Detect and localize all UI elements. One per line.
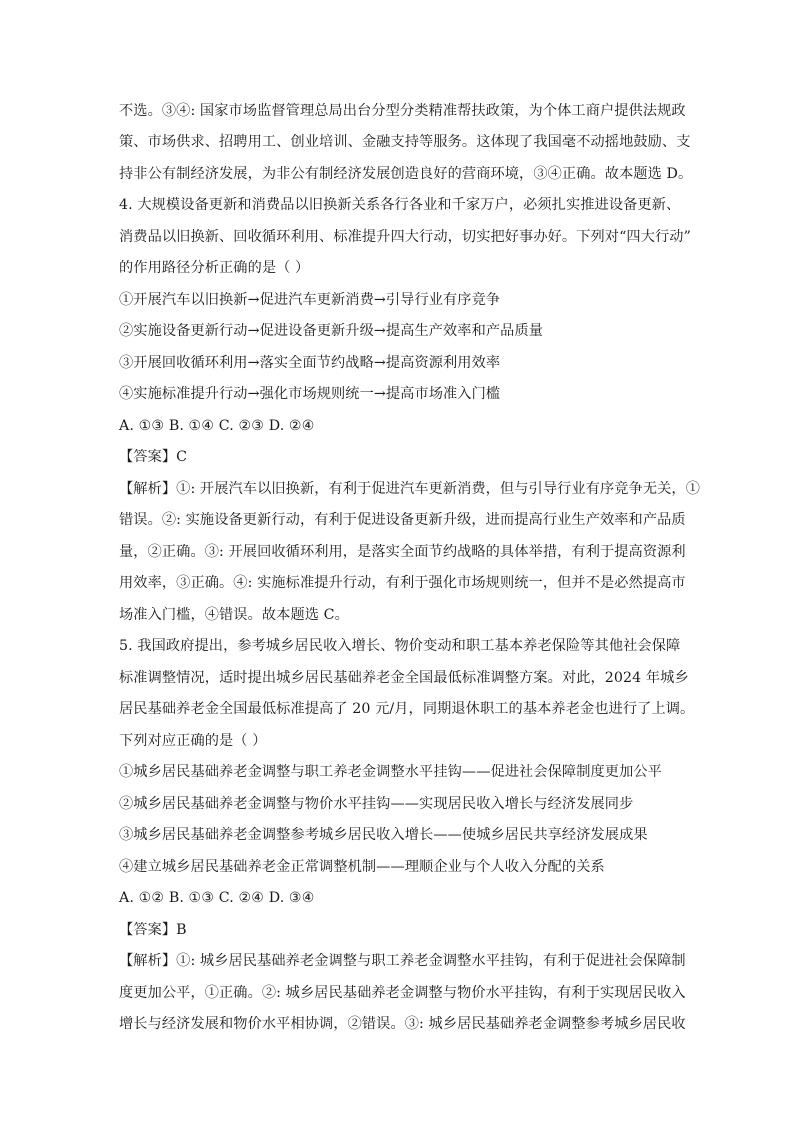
text-line: 不选。③④: 国家市场监督管理总局出台分型分类精准帮扶政策，为个体工商户提供法规政: [119, 103, 686, 119]
question-4-stem: 4. 大规模设备更新和消费品以旧换新关系各行各业和千家万户，必须扎实推进设备更新、: [119, 197, 681, 213]
analysis-line: 增长与经济发展和物价水平相协调，②错误。③: 城乡居民基础养老金调整参考城乡居民收: [119, 1016, 686, 1032]
option-line: ①开展汽车以旧换新→促进汽车更新消费→引导行业有序竞争: [119, 292, 501, 308]
text-line: 居民基础养老金全国最低标准提高了 20 元/月，同期退休职工的基本养老金也进行了上调。: [119, 701, 695, 717]
answer-label: 【答案】B: [119, 922, 187, 938]
option-line: ②城乡居民基础养老金调整与物价水平挂钩——实现居民收入增长与经济发展同步: [119, 796, 634, 812]
analysis-line: 场准入门槛，④错误。故本题选 C。: [119, 607, 349, 623]
question-5-stem: 5. 我国政府提出，参考城乡居民收入增长、物价变动和职工基本养老保险等其他社会保障: [119, 638, 681, 654]
analysis-line: 【解析】①: 城乡居民基础养老金调整与职工养老金调整水平挂钩，有利于促进社会保障制: [119, 953, 686, 969]
option-line: ③开展回收循环利用→落实全面节约战略→提高资源利用效率: [119, 355, 501, 371]
analysis-line: 【解析】①: 开展汽车以旧换新，有利于促进汽车更新消费，但与引导行业有序竞争无关，①: [119, 481, 700, 497]
choices-line: A. ①③ B. ①④ C. ②③ D. ②④: [119, 418, 315, 434]
option-line: ④实施标准提升行动→强化市场规则统一→提高市场准入门槛: [119, 386, 501, 402]
text-line: 的作用路径分析正确的是（ ）: [119, 260, 310, 276]
option-line: ④建立城乡居民基础养老金正常调整机制——理顺企业与个人收入分配的关系: [119, 859, 605, 875]
answer-label: 【答案】C: [119, 449, 188, 465]
text-line: 下列对应正确的是（ ）: [119, 733, 267, 749]
analysis-line: 错误。②: 实施设备更新行动，有利于促进设备更新升级，进而提高行业生产效率和产品质: [119, 512, 686, 528]
option-line: ②实施设备更新行动→促进设备更新升级→提高生产效率和产品质量: [119, 323, 544, 339]
choices-line: A. ①② B. ①③ C. ②④ D. ③④: [119, 890, 315, 906]
text-line: 消费品以旧换新、回收循环利用、标准提升四大行动，切实把好事办好。下列对“四大行动”: [119, 229, 691, 245]
option-line: ③城乡居民基础养老金调整参考城乡居民收入增长——使城乡居民共享经济发展成果: [119, 827, 648, 843]
analysis-line: 量，②正确。③: 开展回收循环利用，是落实全面节约战略的具体举措，有利于提高资源利: [119, 544, 686, 560]
text-line: 标准调整情况，适时提出城乡居民基础养老金全国最低标准调整方案。对此，2024 年城乡: [119, 670, 689, 686]
option-line: ①城乡居民基础养老金调整与职工养老金调整水平挂钩——促进社会保障制度更加公平: [119, 764, 662, 780]
analysis-line: 用效率，③正确。④: 实施标准提升行动，有利于强化市场规则统一，但并不是必然提高市: [119, 575, 686, 591]
analysis-line: 度更加公平，①正确。②: 城乡居民基础养老金调整与物价水平挂钩，有利于实现居民收入: [119, 985, 686, 1001]
text-line: 持非公有制经济发展，为非公有制经济发展创造良好的营商环境，③④正确。故本题选 D。: [119, 166, 693, 182]
text-line: 策、市场供求、招聘用工、创业培训、金融支持等服务。这体现了我国毫不动摇地鼓励、支: [119, 134, 691, 150]
